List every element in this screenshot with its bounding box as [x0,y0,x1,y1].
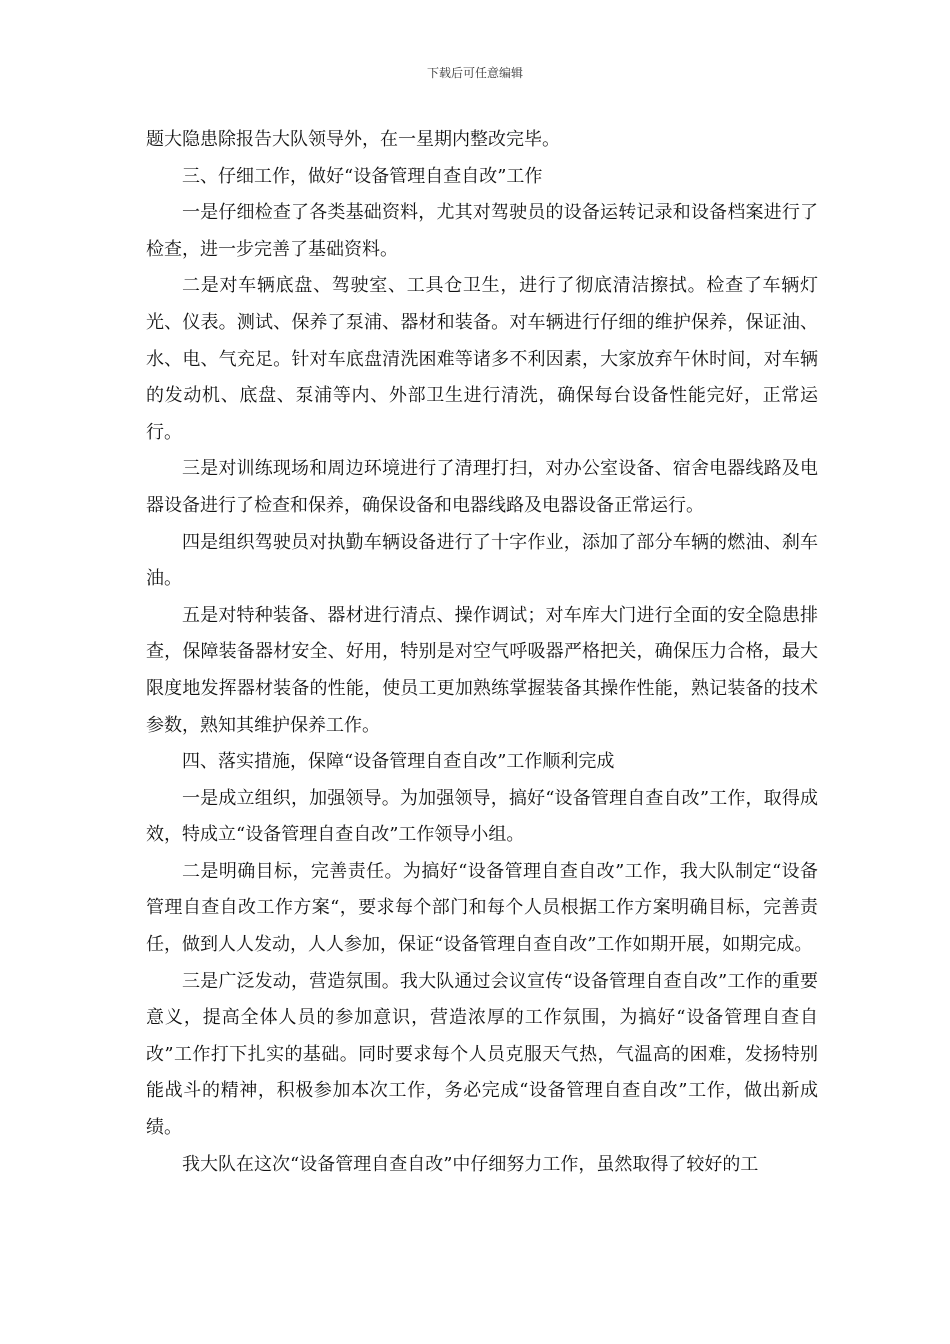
paragraph: 我大队在这次“设备管理自查自改”中仔细努力工作，虽然取得了较好的工 [182,1153,759,1175]
document-body [146,122,818,1183]
section-heading-3: 三、仔细工作，做好“设备管理自查自改”工作 [182,165,543,187]
paragraph: 一是仔细检查了各类基础资料，尤其对驾驶员的设备运转记录和设备档案进行了检查，进一步完善了基础资料。 [146,202,818,260]
paragraph: 四是组织驾驶员对执勤车辆设备进行了十字作业，添加了部分车辆的燃油、刹车油。 [146,531,818,590]
section-heading-4: 四、落实措施，保障“设备管理自查自改”工作顺利完成 [182,751,615,773]
paragraph: 一是成立组织，加强领导。为加强领导，搞好“设备管理自查自改”工作，取得成效，特成立“设备管理自查自改”工作领导小组。 [146,787,818,846]
paragraph: 二是明确目标，完善责任。为搞好“设备管理自查自改”工作，我大队制定“设备管理自查自改工作方案“，要求每个部门和每个人员根据工作方案明确目标，完善责任，做到人人发动，人人参加，保证“设备管理自查自改”工作如期开展，如期完成。 [146,860,818,956]
page-header: 下载后可任意编辑 [426,66,523,80]
paragraph: 二是对车辆底盘、驾驶室、工具仓卫生，进行了彻底清洁擦拭。检查了车辆灯光、仪表。测试、保养了泵浦、器材和装备。对车辆进行仔细的维护保养，保证油、水、电、气充足。针对车底盘清洗困难等诸多不利因素，大家放弃午休时间，对车辆的发动机、底盘、泵浦等内、外部卫生进行清洗，确保每台设备性能完好，正常运行。 [146,275,818,443]
paragraph: 五是对特种装备、器材进行清点、操作调试；对车库大门进行全面的安全隐患排查，保障装备器材安全、好用，特别是对空气呼吸器严格把关，确保压力合格，最大限度地发挥器材装备的性能，使员工更加熟练掌握装备其操作性能，熟记装备的技术参数，熟知其维护保养工作。 [146,604,818,736]
paragraph-continuation: 题大隐患除报告大队领导外，在一星期内整改完毕。 [146,129,560,150]
paragraph: 三是对训练现场和周边环境进行了清理打扫，对办公室设备、宿舍电器线路及电器设备进行了检查和保养，确保设备和电器线路及电器设备正常运行。 [146,458,818,516]
paragraph: 三是广泛发动，营造氛围。我大队通过会议宣传“设备管理自查自改”工作的重要意义，提高全体人员的参加意识，营造浓厚的工作氛围，为搞好“设备管理自查自改”工作打下扎实的基础。同时要求每个人员克服天气热，气温高的困难，发扬特别能战斗的精神，积极参加本次工作，务必完成“设备管理自查自改”工作，做出新成绩。 [146,970,818,1139]
